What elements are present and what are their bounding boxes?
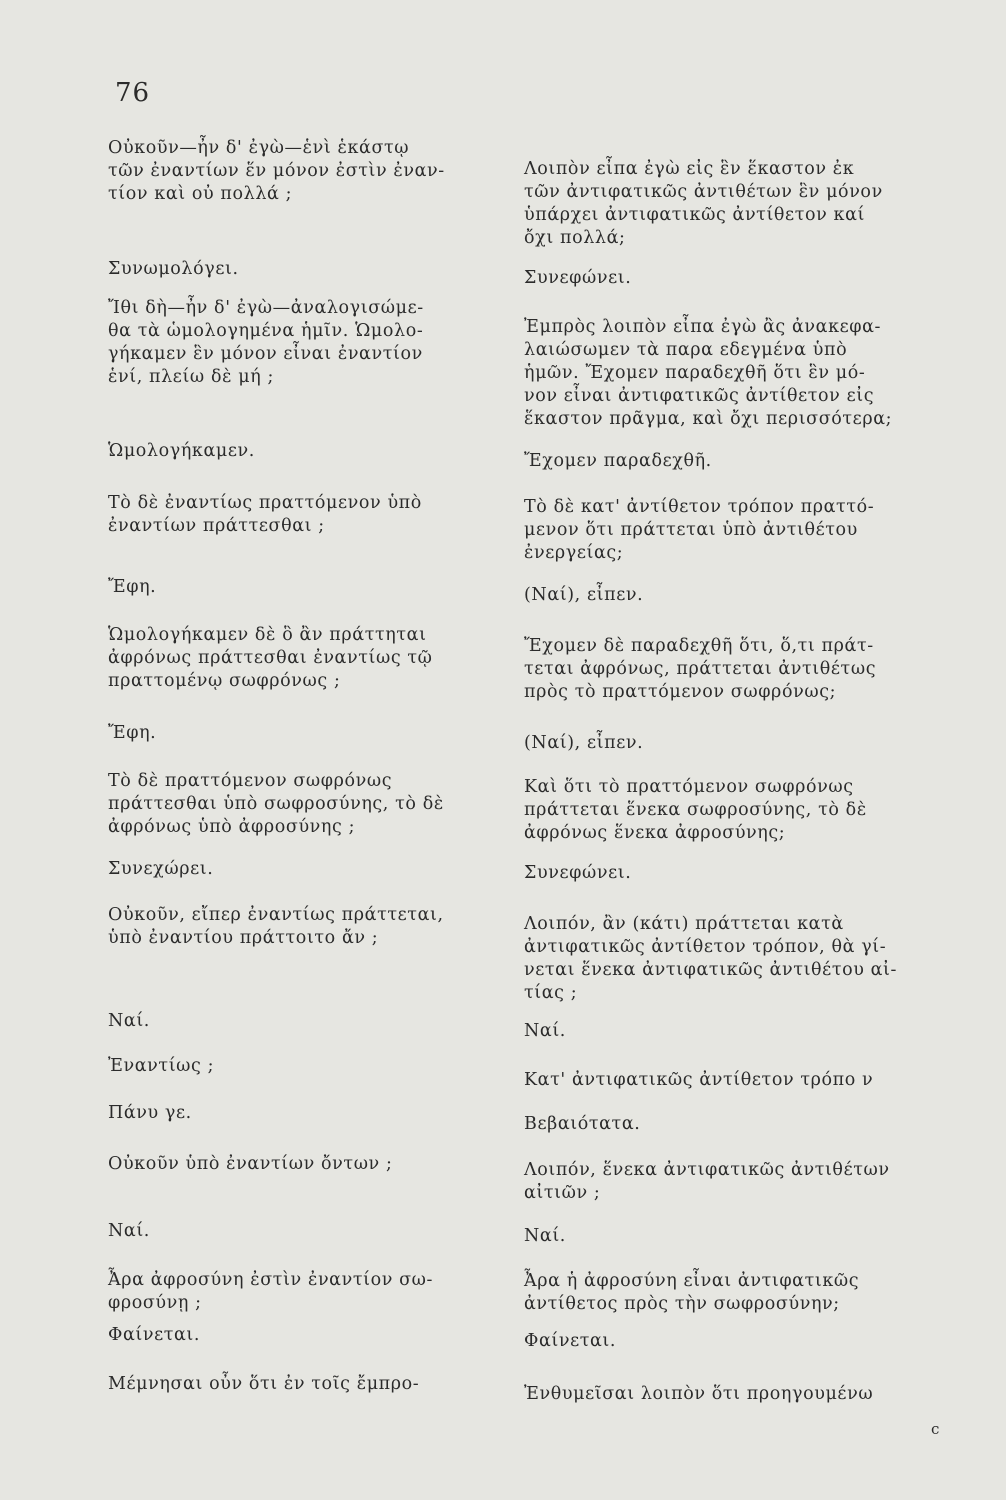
paragraph: Ναί. bbox=[108, 1221, 150, 1241]
paragraph: Τὸ δὲ κατ' ἀντίθετον τρόπον πραττό- μενον ὅτι πράττεται ὑπὸ ἀντιθέτου ἐνεργείας; bbox=[524, 497, 875, 563]
paragraph: Λοιπὸν εἶπα ἐγὼ εἰς ἓν ἕκαστον ἐκ τῶν ἀντιφατικῶς ἀντιθέτων ἓν μόνον ὑπάρχει ἀντιφατικῶς ἀντίθετον καί ὄχι πολλά; bbox=[524, 159, 883, 248]
paragraph: Κατ' ἀντιφατικῶς ἀντίθετον τρόπο ν bbox=[524, 1070, 874, 1090]
paragraph: Οὐκοῦν—ἦν δ' ἐγὼ—ἑνὶ ἑκάστῳ τῶν ἐναντίων ἕν μόνον ἐστὶν ἐναν- τίον καὶ οὐ πολλά ; bbox=[108, 138, 445, 204]
paragraph: Ἔφη. bbox=[108, 577, 157, 597]
paragraph: Ἆρα ἀφροσύνη ἐστὶν ἐναντίον σω- φροσύνῃ ; bbox=[108, 1270, 434, 1313]
paragraph: Βεβαιότατα. bbox=[524, 1114, 641, 1134]
paragraph: Ὡμολογήκαμεν. bbox=[108, 441, 255, 461]
paragraph: Καὶ ὅτι τὸ πραττόμενον σωφρόνως πράττεται ἕνεκα σωφροσύνης, τὸ δὲ ἀφρόνως ἕνεκα ἀφροσύνης; bbox=[524, 777, 867, 843]
paragraph: Ἐνθυμεῖσαι λοιπὸν ὅτι προηγουμένω bbox=[524, 1384, 874, 1404]
paragraph: Πάνυ γε. bbox=[108, 1103, 192, 1123]
paragraph: Φαίνεται. bbox=[524, 1331, 617, 1351]
paragraph: Συνωμολόγει. bbox=[108, 259, 239, 279]
paragraph: Ἐναντίως ; bbox=[108, 1056, 215, 1076]
paragraph: Συνεφώνει. bbox=[524, 863, 632, 883]
paragraph: Συνεφώνει. bbox=[524, 268, 632, 288]
paragraph: (Ναί), εἶπεν. bbox=[524, 585, 644, 605]
paragraph: Μέμνησαι οὖν ὅτι ἐν τοῖς ἔμπρο- bbox=[108, 1374, 420, 1394]
paragraph: Λοιπόν, ἕνεκα ἀντιφατικῶς ἀντιθέτων αἰτιῶν ; bbox=[524, 1160, 890, 1203]
paragraph: (Ναί), εἶπεν. bbox=[524, 733, 644, 753]
paragraph: Ναί. bbox=[524, 1226, 566, 1246]
corner-mark: c bbox=[931, 1420, 940, 1438]
paragraph: Τὸ δὲ ἐναντίως πραττόμενον ὑπὸ ἐναντίων πράττεσθαι ; bbox=[108, 493, 422, 536]
paragraph: Οὐκοῦν ὑπὸ ἐναντίων ὄντων ; bbox=[108, 1154, 393, 1174]
paragraph: Ἆρα ἡ ἀφροσύνη εἶναι ἀντιφατικῶς ἀντίθετος πρὸς τὴν σωφροσύνην; bbox=[524, 1271, 860, 1314]
paragraph: Ὡμολογήκαμεν δὲ ὃ ἂν πράττηται ἀφρόνως πράττεσθαι ἐναντίως τῷ πραττομένῳ σωφρόνως ; bbox=[108, 625, 433, 691]
paragraph: Συνεχώρει. bbox=[108, 859, 214, 879]
paragraph: Ἔφη. bbox=[108, 723, 157, 743]
paragraph: Ἔχομεν δὲ παραδεχθῆ ὅτι, ὅ,τι πράτ- τεται ἀφρόνως, πράττεται ἀντιθέτως πρὸς τὸ πραττόμενον σωφρόνως; bbox=[524, 636, 877, 702]
page-number: 76 bbox=[115, 78, 151, 108]
paragraph: Οὐκοῦν, εἴπερ ἐναντίως πράττεται, ὑπὸ ἐναντίου πράττοιτο ἄν ; bbox=[108, 905, 444, 948]
paragraph: Ἴθι δὴ—ἦν δ' ἐγὼ—ἀναλογισώμε- θα τὰ ὡμολογημένα ἡμῖν. Ὡμολο- γήκαμεν ἓν μόνον εἶναι ἐναντίον ἑνί, πλείω δὲ μή ; bbox=[108, 298, 424, 387]
paragraph: Ναί. bbox=[108, 1011, 150, 1031]
paragraph: Ἔχομεν παραδεχθῆ. bbox=[524, 451, 712, 471]
paragraph: Τὸ δὲ πραττόμενον σωφρόνως πράττεσθαι ὑπὸ σωφροσύνης, τὸ δὲ ἀφρόνως ὑπὸ ἀφροσύνης ; bbox=[108, 771, 444, 837]
paragraph: Ναί. bbox=[524, 1021, 566, 1041]
paragraph: Λοιπόν, ἂν (κάτι) πράττεται κατὰ ἀντιφατικῶς ἀντίθετον τρόπον, θὰ γί- νεται ἕνεκα ἀντιφατικῶς ἀντιθέτου αἰ- τίας ; bbox=[524, 914, 898, 1003]
paragraph: Φαίνεται. bbox=[108, 1325, 201, 1345]
paragraph: Ἐμπρὸς λοιπὸν εἶπα ἐγὼ ἂς ἀνακεφα- λαιώσωμεν τὰ παρα εδεγμένα ὑπὸ ἡμῶν. Ἔχομεν παραδεχθῆ ὅτι ἓν μό- νον εἶναι ἀντιφατικῶς ἀντίθετον εἰς ἕκαστον πρᾶγμα, καὶ ὄχι περισσότερα; bbox=[524, 317, 893, 429]
